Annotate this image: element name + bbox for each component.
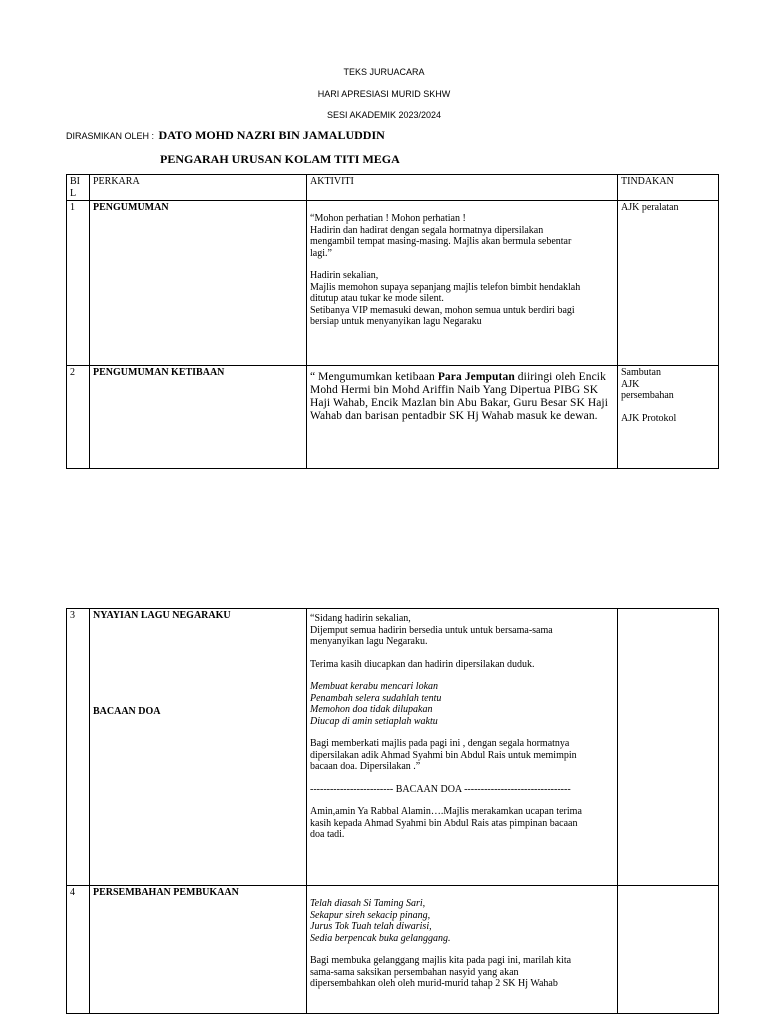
officiated-label: DIRASMIKAN OLEH : [66, 131, 155, 141]
row2-bil: 2 [67, 366, 90, 469]
row1-line: ditutup atau tukar ke mode silent. [310, 293, 444, 304]
row1-tindakan: AJK peralatan [618, 201, 719, 366]
row4-line: sama-sama saksikan persembahan nasyid yang akan [310, 966, 519, 978]
row4-line: Bagi membuka gelanggang majlis kita pada pagi ini, marilah kita [310, 955, 572, 966]
row3-line: doa tadi. [310, 829, 345, 840]
row3-line: Bagi memberkati majlis pada pagi ini , dengan segala hormatnya [310, 738, 570, 749]
table-row [67, 201, 719, 366]
row1-line: Hadirin sekalian, [310, 270, 379, 281]
row3-line: dipersilakan adik Ahmad Syahmi bin Abdul Rais untuk memimpin [310, 749, 577, 761]
row1-line: Majlis memohon supaya sepanjang majlis telefon bimbit hendaklah [310, 281, 581, 293]
officiated-by [66, 128, 385, 143]
row4-poem-line: Telah diasah Si Taming Sari, [310, 898, 426, 909]
row4-tindakan [618, 886, 719, 1014]
row1-line: mengambil tempat masing-masing. Majlis akan bermula sebentar [310, 236, 572, 247]
row3-line: Amin,amin Ya Rabbal Alamin….Majlis merakamkan ucapan terima [310, 806, 582, 817]
row1-perkara: PENGUMUMAN [90, 201, 307, 366]
table-row [67, 886, 719, 1014]
row3-poem-line: Memohon doa tidak dilupakan [310, 704, 433, 715]
table-row [67, 366, 719, 469]
row1-line: Hadirin dan hadirat dengan segala hormatnya dipersilakan [310, 224, 544, 236]
row3-poem-line: Diucap di amin setiaplah waktu [310, 715, 438, 727]
row1-bil: 1 [67, 201, 90, 366]
header-perkara: PERKARA [90, 175, 307, 201]
officiated-name: DATO MOHD NAZRI BIN JAMALUDDIN [158, 128, 385, 142]
row2-action: AJK [621, 378, 640, 390]
officiated-title: PENGARAH URUSAN KOLAM TITI MEGA [160, 152, 400, 166]
row3-line: bacaan doa. Dipersilakan .” [310, 761, 421, 772]
row3-doa-divider: ------------------------- BACAAN DOA -------------------------------- [310, 783, 571, 795]
row3-line: Dijemput semua hadirin bersedia untuk untuk bersama-sama [310, 624, 553, 636]
row3-tindakan [618, 609, 719, 886]
row4-poem-line: Sekapur sireh sekacip pinang, [310, 909, 431, 921]
program-table-part2 [66, 608, 719, 1014]
row2-action: persembahan [621, 390, 674, 401]
header-bil: BI L [67, 175, 90, 201]
row3-thanks: Terima kasih diucapkan dan hadirin dipersilakan duduk. [310, 658, 535, 670]
row2-guests: Para Jemputan [437, 371, 515, 383]
header-tindakan: TINDAKAN [618, 175, 719, 201]
row4-aktiviti [307, 886, 618, 1014]
row3-line: menyanyikan lagu Negaraku. [310, 636, 428, 647]
row1-line: bersiap untuk menyanyikan lagu Negaraku [310, 316, 482, 327]
table-header-row [67, 175, 719, 201]
row3-aktiviti [307, 609, 618, 886]
row3-line: kasih kepada Ahmad Syahmi bin Abdul Rais atas pimpinan bacaan [310, 817, 578, 829]
row4-line: dipersembahkan oleh oleh murid-murid tahap 2 SK Hj Wahab [310, 978, 558, 989]
session-title: SESI AKADEMIK 2023/2024 [326, 110, 442, 120]
row2-tindakan [618, 366, 719, 469]
row1-line: lagi.” [310, 247, 332, 259]
row4-poem-line: Sedia berpencak buka gelanggang. [310, 932, 451, 944]
program-table-part1 [66, 174, 719, 469]
row3-poem-line: Membuat kerabu mencari lokan [310, 681, 439, 692]
row3-bil: 3 [67, 609, 90, 886]
row3-poem-line: Penambah selera sudahlah tentu [310, 692, 442, 704]
doc-title: TEKS JURUACARA [343, 67, 425, 77]
row2-action: AJK Protokol [621, 412, 677, 424]
row1-line: Setibanya VIP memasuki dewan, mohon semua untuk berdiri bagi [310, 304, 575, 316]
row2-aktiviti [307, 366, 618, 469]
row4-bil: 4 [67, 886, 90, 1014]
row2-action: Sambutan [621, 367, 661, 378]
row3-line: “Sidang hadirin sekalian, [310, 613, 411, 624]
header-aktiviti: AKTIVITI [307, 175, 618, 201]
table-row [67, 609, 719, 886]
event-title: HARI APRESIASI MURID SKHW [317, 89, 451, 99]
row4-perkara: PERSEMBAHAN PEMBUKAAN [90, 886, 307, 1014]
row4-poem-line: Jurus Tok Tuah telah diwarisi, [310, 921, 432, 932]
row2-announcement: “ Mengumumkan ketibaan Para Jemputan diiringi oleh Encik Mohd Hermi bin Mohd Ariffin Naib Yang Dipertua PIBG SK Haji Wahab, Encik Mazlan bin Abu Bakar, Guru Besar SK Haji Wahab dan barisan pentadbir SK Hj Wahab masuk ke dewan. [310, 371, 609, 422]
row3-item-doa: BACAAN DOA [93, 705, 161, 717]
row1-aktiviti [307, 201, 618, 366]
row2-perkara: PENGUMUMAN KETIBAAN [90, 366, 307, 469]
row3-perkara [90, 609, 307, 886]
row1-line: “Mohon perhatian ! Mohon perhatian ! [310, 213, 466, 224]
row3-item-anthem: NYAYIAN LAGU NEGARAKU [93, 610, 231, 621]
